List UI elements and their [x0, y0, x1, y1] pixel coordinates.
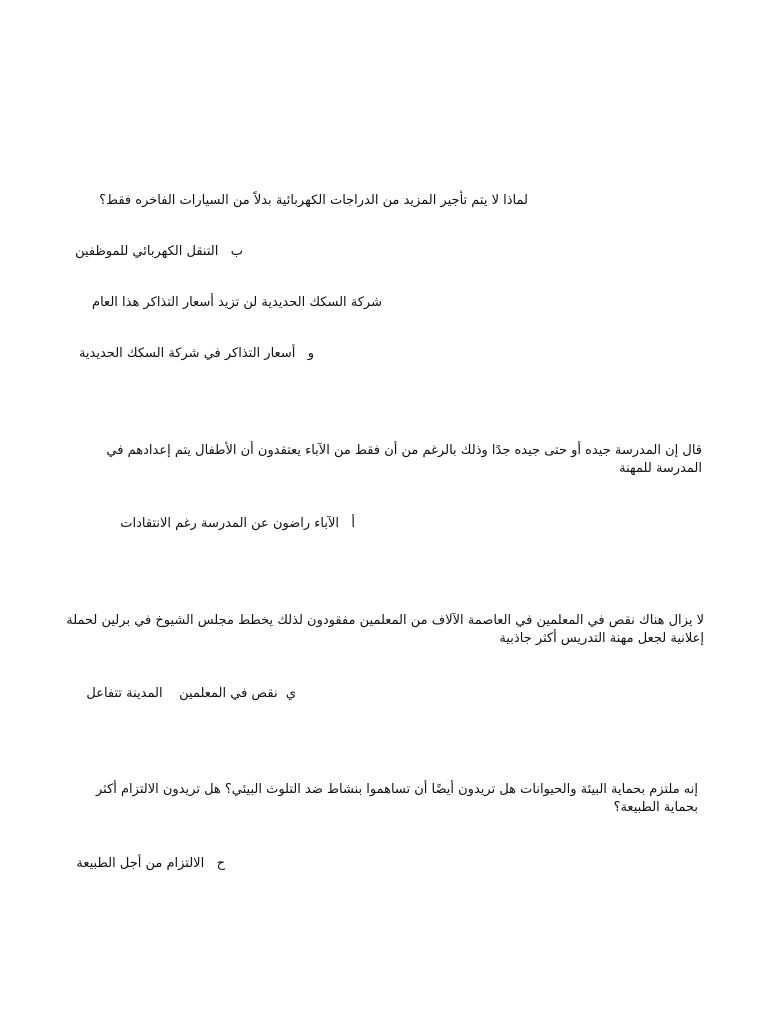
answer-y-teacher-shortage: ي نقص في المعلمين المدينة تتفاعل	[86, 686, 296, 701]
answer-a-parents-satisfied: أ الآباء راضون عن المدرسة رغم الانتقادات	[120, 516, 355, 531]
statement-railway-prices: شركة السكك الحديدية لن تزيد أسعار التذاكر هذا العام	[92, 295, 382, 310]
statement-school-quality: قال إن المدرسة جيده أو حتى جيده جدًا وذلك بالرغم من أن فقط من الآباء يعتقدون أن الأطفال يتم إعدادهم في المدرسة للمهنة	[106, 443, 702, 476]
statement-environment-commitment: إنه ملتزم بحماية البيئة والحيوانات هل تريدون أيضًا أن تساهموا بنشاط ضد التلوث البيئي؟ هل تريدون الالتزام أكثر بحماية الطبيعة؟	[95, 782, 698, 815]
answer-w-ticket-prices: و أسعار التذاكر في شركة السكك الحديدية	[78, 346, 314, 361]
statement-teacher-shortage: لا يزال هناك نقص في المعلمين في العاصمة الآلاف من المعلمين مفقودون لذلك يخطط مجلس الشيوخ في برلين لحملة إعلانية لجعل مهنة التدريس أكثر جاذبية	[66, 613, 704, 646]
answer-h-nature-commitment: ح الالتزام من أجل الطبيعة	[76, 856, 225, 871]
answer-b-electric-mobility: ب التنقل الكهربائي للموظفين	[75, 244, 243, 259]
question-electric-bikes: لماذا لا يتم تأجير المزيد من الدراجات الكهربائية بدلاً من السيارات الفاخره فقط؟	[99, 193, 528, 208]
